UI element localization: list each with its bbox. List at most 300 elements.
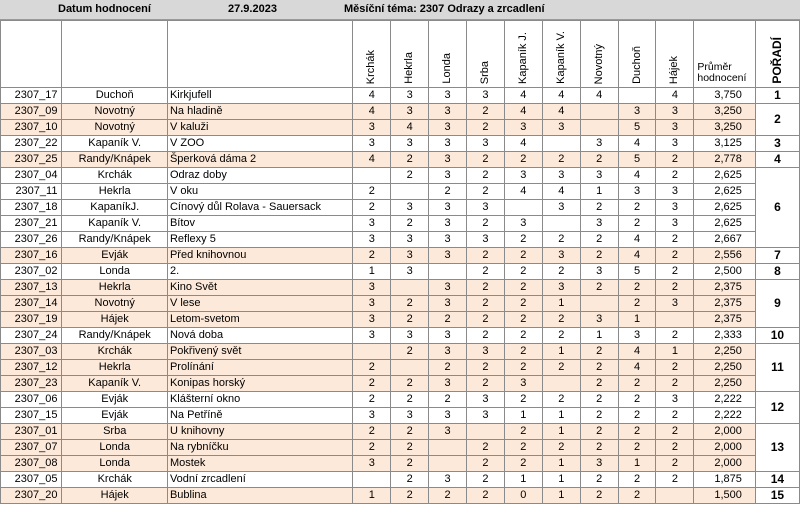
score-cell: 4 bbox=[353, 152, 391, 168]
photo-code: 2307_16 bbox=[1, 248, 62, 264]
photo-title: V oku bbox=[167, 184, 352, 200]
photo-title: Nová doba bbox=[167, 328, 352, 344]
score-cell: 2 bbox=[353, 392, 391, 408]
score-cell: 1 bbox=[542, 408, 580, 424]
table-row bbox=[1, 136, 800, 152]
score-cell: 1 bbox=[542, 456, 580, 472]
score-cell: 2 bbox=[618, 488, 656, 504]
score-cell: 3 bbox=[580, 456, 618, 472]
score-cell: 2 bbox=[353, 360, 391, 376]
score-cell: 2 bbox=[618, 376, 656, 392]
score-cell: 2 bbox=[580, 200, 618, 216]
score-cell: 2 bbox=[656, 360, 694, 376]
score-cell: 2 bbox=[467, 456, 505, 472]
table-row bbox=[1, 104, 800, 120]
photo-code: 2307_22 bbox=[1, 136, 62, 152]
score-cell: 3 bbox=[429, 104, 467, 120]
judge-header: Krchák bbox=[353, 21, 391, 88]
score-cell bbox=[542, 216, 580, 232]
photo-title: Kino Svět bbox=[167, 280, 352, 296]
score-cell: 3 bbox=[429, 200, 467, 216]
score-cell: 2 bbox=[504, 328, 542, 344]
score-cell: 2 bbox=[391, 216, 429, 232]
score-cell: 4 bbox=[504, 184, 542, 200]
score-cell: 2 bbox=[353, 184, 391, 200]
score-cell bbox=[353, 168, 391, 184]
score-cell: 3 bbox=[429, 120, 467, 136]
score-cell: 4 bbox=[504, 136, 542, 152]
score-cell: 3 bbox=[391, 104, 429, 120]
score-cell: 1 bbox=[542, 344, 580, 360]
sheet-title-bar bbox=[0, 0, 800, 20]
author-name: Londa bbox=[62, 440, 168, 456]
score-cell bbox=[391, 184, 429, 200]
photo-code: 2307_19 bbox=[1, 312, 62, 328]
header-code-cell bbox=[1, 21, 62, 88]
table-row bbox=[1, 280, 800, 296]
score-cell: 2 bbox=[580, 232, 618, 248]
photo-code: 2307_23 bbox=[1, 376, 62, 392]
score-cell: 2 bbox=[504, 424, 542, 440]
score-cell bbox=[542, 136, 580, 152]
score-cell: 3 bbox=[656, 120, 694, 136]
score-cell: 2 bbox=[391, 472, 429, 488]
score-cell: 4 bbox=[353, 88, 391, 104]
score-cell: 1 bbox=[542, 424, 580, 440]
score-cell: 2 bbox=[542, 328, 580, 344]
photo-title: Vodní zrcadlení bbox=[167, 472, 352, 488]
score-cell bbox=[429, 456, 467, 472]
table-row bbox=[1, 312, 800, 328]
score-cell: 2 bbox=[353, 440, 391, 456]
score-cell: 2 bbox=[618, 200, 656, 216]
table-row bbox=[1, 360, 800, 376]
score-cell: 4 bbox=[542, 88, 580, 104]
table-row bbox=[1, 296, 800, 312]
score-cell: 2 bbox=[542, 312, 580, 328]
author-name: Hekrla bbox=[62, 280, 168, 296]
photo-title: V ZOO bbox=[167, 136, 352, 152]
score-cell: 3 bbox=[542, 200, 580, 216]
author-name: Londa bbox=[62, 456, 168, 472]
score-cell: 2 bbox=[542, 264, 580, 280]
score-cell: 3 bbox=[542, 280, 580, 296]
score-cell: 3 bbox=[429, 136, 467, 152]
score-cell: 4 bbox=[542, 184, 580, 200]
score-cell: 3 bbox=[580, 216, 618, 232]
score-cell: 2 bbox=[656, 440, 694, 456]
photo-code: 2307_03 bbox=[1, 344, 62, 360]
score-cell: 3 bbox=[504, 168, 542, 184]
author-name: Randy/Knápek bbox=[62, 232, 168, 248]
score-cell: 3 bbox=[656, 136, 694, 152]
score-cell: 5 bbox=[618, 264, 656, 280]
score-cell: 3 bbox=[467, 88, 505, 104]
photo-code: 2307_04 bbox=[1, 168, 62, 184]
score-cell: 4 bbox=[353, 104, 391, 120]
author-name: Kapaník V. bbox=[62, 376, 168, 392]
rank-cell: 4 bbox=[755, 152, 799, 168]
score-cell: 1 bbox=[353, 264, 391, 280]
score-cell: 3 bbox=[542, 120, 580, 136]
score-cell: 2 bbox=[618, 424, 656, 440]
score-cell: 2 bbox=[504, 456, 542, 472]
score-cell: 4 bbox=[542, 104, 580, 120]
score-cell: 5 bbox=[618, 152, 656, 168]
photo-title: U knihovny bbox=[167, 424, 352, 440]
score-cell: 1 bbox=[504, 472, 542, 488]
photo-code: 2307_20 bbox=[1, 488, 62, 504]
photo-code: 2307_09 bbox=[1, 104, 62, 120]
average-score: 2,556 bbox=[694, 248, 755, 264]
judge-header: Kapaník J. bbox=[504, 21, 542, 88]
table-row bbox=[1, 88, 800, 104]
score-cell: 2 bbox=[467, 296, 505, 312]
score-cell: 4 bbox=[618, 360, 656, 376]
score-cell: 2 bbox=[504, 392, 542, 408]
score-cell: 2 bbox=[504, 152, 542, 168]
score-cell: 3 bbox=[429, 296, 467, 312]
average-score: 2,500 bbox=[694, 264, 755, 280]
score-cell: 3 bbox=[391, 248, 429, 264]
score-cell: 2 bbox=[391, 296, 429, 312]
table-row bbox=[1, 376, 800, 392]
score-cell bbox=[467, 424, 505, 440]
score-cell: 0 bbox=[504, 488, 542, 504]
score-cell: 2 bbox=[467, 472, 505, 488]
score-cell: 2 bbox=[429, 360, 467, 376]
author-name: Krchák bbox=[62, 168, 168, 184]
rank-cell: 15 bbox=[755, 488, 799, 504]
photo-code: 2307_17 bbox=[1, 88, 62, 104]
score-cell: 3 bbox=[429, 424, 467, 440]
score-cell: 2 bbox=[580, 248, 618, 264]
author-name: Londa bbox=[62, 264, 168, 280]
average-score: 3,250 bbox=[694, 104, 755, 120]
score-cell: 2 bbox=[656, 280, 694, 296]
average-score: 2,625 bbox=[694, 168, 755, 184]
score-cell: 2 bbox=[656, 376, 694, 392]
score-cell: 2 bbox=[580, 360, 618, 376]
average-score: 3,750 bbox=[694, 88, 755, 104]
score-cell: 2 bbox=[618, 296, 656, 312]
score-cell: 2 bbox=[656, 264, 694, 280]
date-label: Datum hodnocení bbox=[58, 3, 151, 15]
score-cell: 4 bbox=[618, 232, 656, 248]
judge-header: Duchoň bbox=[618, 21, 656, 88]
score-cell: 3 bbox=[391, 200, 429, 216]
score-cell: 2 bbox=[580, 472, 618, 488]
photo-title: Konipas horský bbox=[167, 376, 352, 392]
photo-code: 2307_08 bbox=[1, 456, 62, 472]
score-cell: 2 bbox=[391, 344, 429, 360]
score-cell: 2 bbox=[542, 360, 580, 376]
score-cell: 3 bbox=[429, 408, 467, 424]
score-cell: 2 bbox=[429, 488, 467, 504]
photo-title: Letom-svetom bbox=[167, 312, 352, 328]
score-cell bbox=[580, 104, 618, 120]
score-cell: 2 bbox=[391, 168, 429, 184]
score-cell: 2 bbox=[504, 312, 542, 328]
score-cell: 1 bbox=[504, 408, 542, 424]
score-cell: 3 bbox=[353, 328, 391, 344]
rank-cell: 9 bbox=[755, 280, 799, 328]
score-cell: 3 bbox=[542, 248, 580, 264]
photo-code: 2307_11 bbox=[1, 184, 62, 200]
author-name: Duchoň bbox=[62, 88, 168, 104]
score-cell bbox=[353, 472, 391, 488]
score-cell: 2 bbox=[467, 264, 505, 280]
score-cell: 2 bbox=[429, 312, 467, 328]
rank-cell: 14 bbox=[755, 472, 799, 488]
score-cell: 3 bbox=[580, 136, 618, 152]
score-cell bbox=[504, 200, 542, 216]
score-cell: 3 bbox=[429, 216, 467, 232]
score-cell bbox=[391, 360, 429, 376]
photo-title: 2. bbox=[167, 264, 352, 280]
score-cell: 3 bbox=[656, 392, 694, 408]
score-cell bbox=[429, 264, 467, 280]
rank-cell: 7 bbox=[755, 248, 799, 264]
table-row bbox=[1, 328, 800, 344]
average-score: 2,375 bbox=[694, 312, 755, 328]
score-cell: 2 bbox=[467, 248, 505, 264]
score-cell: 2 bbox=[580, 408, 618, 424]
score-cell: 2 bbox=[467, 312, 505, 328]
photo-code: 2307_06 bbox=[1, 392, 62, 408]
score-cell: 2 bbox=[580, 392, 618, 408]
score-cell: 1 bbox=[580, 328, 618, 344]
author-name: Srba bbox=[62, 424, 168, 440]
photo-code: 2307_25 bbox=[1, 152, 62, 168]
score-cell: 2 bbox=[542, 440, 580, 456]
photo-code: 2307_02 bbox=[1, 264, 62, 280]
score-cell bbox=[429, 440, 467, 456]
score-cell: 4 bbox=[580, 88, 618, 104]
score-cell: 3 bbox=[391, 328, 429, 344]
photo-title: Před knihovnou bbox=[167, 248, 352, 264]
score-cell: 2 bbox=[618, 408, 656, 424]
score-cell bbox=[656, 312, 694, 328]
score-cell: 2 bbox=[656, 232, 694, 248]
photo-code: 2307_10 bbox=[1, 120, 62, 136]
rank-cell: 8 bbox=[755, 264, 799, 280]
evaluation-table bbox=[0, 20, 800, 504]
photo-title: Šperková dáma 2 bbox=[167, 152, 352, 168]
score-cell: 3 bbox=[429, 472, 467, 488]
score-cell: 3 bbox=[656, 184, 694, 200]
judge-header: Hájek bbox=[656, 21, 694, 88]
table-row bbox=[1, 264, 800, 280]
score-cell: 3 bbox=[353, 408, 391, 424]
score-cell: 2 bbox=[504, 440, 542, 456]
score-cell: 3 bbox=[353, 280, 391, 296]
judge-header: Srba bbox=[467, 21, 505, 88]
score-cell: 3 bbox=[618, 184, 656, 200]
score-cell: 2 bbox=[353, 248, 391, 264]
photo-title: Prolínání bbox=[167, 360, 352, 376]
score-cell: 2 bbox=[467, 280, 505, 296]
author-name: Novotný bbox=[62, 296, 168, 312]
score-cell: 2 bbox=[656, 152, 694, 168]
score-cell: 2 bbox=[504, 296, 542, 312]
rank-cell: 10 bbox=[755, 328, 799, 344]
score-cell: 3 bbox=[429, 88, 467, 104]
table-row bbox=[1, 248, 800, 264]
score-cell: 1 bbox=[618, 456, 656, 472]
score-cell: 4 bbox=[618, 248, 656, 264]
score-cell: 2 bbox=[542, 152, 580, 168]
photo-code: 2307_12 bbox=[1, 360, 62, 376]
score-cell: 3 bbox=[429, 232, 467, 248]
average-score: 2,250 bbox=[694, 360, 755, 376]
average-score: 2,667 bbox=[694, 232, 755, 248]
score-cell bbox=[542, 376, 580, 392]
score-cell: 3 bbox=[467, 344, 505, 360]
average-score: 3,125 bbox=[694, 136, 755, 152]
score-cell: 4 bbox=[618, 136, 656, 152]
photo-code: 2307_07 bbox=[1, 440, 62, 456]
score-cell: 2 bbox=[580, 152, 618, 168]
photo-title: Reflexy 5 bbox=[167, 232, 352, 248]
score-cell: 3 bbox=[353, 232, 391, 248]
photo-code: 2307_05 bbox=[1, 472, 62, 488]
average-score: 2,000 bbox=[694, 424, 755, 440]
score-cell: 2 bbox=[391, 488, 429, 504]
photo-code: 2307_14 bbox=[1, 296, 62, 312]
author-name: Randy/Knápek bbox=[62, 328, 168, 344]
score-cell: 1 bbox=[618, 312, 656, 328]
table-row bbox=[1, 392, 800, 408]
score-cell: 3 bbox=[580, 312, 618, 328]
photo-title: V lese bbox=[167, 296, 352, 312]
score-cell: 2 bbox=[504, 248, 542, 264]
judge-header: Hekrla bbox=[391, 21, 429, 88]
score-cell: 1 bbox=[542, 472, 580, 488]
score-cell: 2 bbox=[504, 280, 542, 296]
score-cell: 2 bbox=[467, 488, 505, 504]
table-row bbox=[1, 488, 800, 504]
score-cell: 2 bbox=[504, 360, 542, 376]
score-cell: 2 bbox=[618, 440, 656, 456]
average-score: 2,778 bbox=[694, 152, 755, 168]
score-cell: 3 bbox=[429, 376, 467, 392]
score-cell: 3 bbox=[353, 456, 391, 472]
photo-title: V kaluži bbox=[167, 120, 352, 136]
author-name: Hájek bbox=[62, 312, 168, 328]
score-cell: 3 bbox=[429, 248, 467, 264]
rank-cell: 11 bbox=[755, 344, 799, 392]
score-cell: 2 bbox=[429, 392, 467, 408]
score-cell: 2 bbox=[504, 232, 542, 248]
score-cell: 3 bbox=[580, 264, 618, 280]
average-score: 2,222 bbox=[694, 408, 755, 424]
photo-title: Klášterní okno bbox=[167, 392, 352, 408]
score-cell: 2 bbox=[656, 248, 694, 264]
score-cell: 4 bbox=[391, 120, 429, 136]
photo-code: 2307_24 bbox=[1, 328, 62, 344]
score-cell: 3 bbox=[353, 312, 391, 328]
score-cell bbox=[391, 280, 429, 296]
author-name: Kapaník V. bbox=[62, 136, 168, 152]
table-row bbox=[1, 216, 800, 232]
score-cell: 2 bbox=[656, 328, 694, 344]
score-cell: 2 bbox=[656, 424, 694, 440]
author-name: Krchák bbox=[62, 472, 168, 488]
score-cell: 3 bbox=[353, 136, 391, 152]
score-cell: 2 bbox=[580, 488, 618, 504]
table-row bbox=[1, 152, 800, 168]
average-score: 2,000 bbox=[694, 440, 755, 456]
score-cell: 2 bbox=[391, 312, 429, 328]
score-cell: 2 bbox=[467, 360, 505, 376]
photo-title: Pokřivený svět bbox=[167, 344, 352, 360]
score-cell: 1 bbox=[542, 296, 580, 312]
rank-cell: 1 bbox=[755, 88, 799, 104]
table-row bbox=[1, 232, 800, 248]
rank-cell: 2 bbox=[755, 104, 799, 136]
average-score: 2,250 bbox=[694, 344, 755, 360]
score-cell: 3 bbox=[391, 408, 429, 424]
rank-cell: 3 bbox=[755, 136, 799, 152]
table-row bbox=[1, 472, 800, 488]
score-cell: 2 bbox=[618, 280, 656, 296]
score-cell: 3 bbox=[429, 152, 467, 168]
photo-title: Kirkjufell bbox=[167, 88, 352, 104]
score-cell: 2 bbox=[391, 376, 429, 392]
average-score: 3,250 bbox=[694, 120, 755, 136]
score-cell: 3 bbox=[429, 328, 467, 344]
score-cell: 2 bbox=[391, 152, 429, 168]
average-score: 1,500 bbox=[694, 488, 755, 504]
score-cell: 3 bbox=[467, 200, 505, 216]
score-cell: 3 bbox=[656, 296, 694, 312]
score-cell: 2 bbox=[353, 424, 391, 440]
score-cell: 2 bbox=[467, 168, 505, 184]
score-cell: 5 bbox=[618, 120, 656, 136]
average-score: 2,000 bbox=[694, 456, 755, 472]
score-cell: 3 bbox=[504, 216, 542, 232]
score-cell: 4 bbox=[618, 168, 656, 184]
judge-header: Londa bbox=[429, 21, 467, 88]
score-cell: 2 bbox=[391, 392, 429, 408]
average-score: 2,333 bbox=[694, 328, 755, 344]
photo-title: Mostek bbox=[167, 456, 352, 472]
rank-cell: 12 bbox=[755, 392, 799, 424]
score-cell: 2 bbox=[656, 408, 694, 424]
score-cell: 2 bbox=[467, 440, 505, 456]
monthly-theme: Měsíční téma: 2307 Odrazy a zrcadlení bbox=[344, 3, 545, 15]
score-cell: 1 bbox=[542, 488, 580, 504]
header-title-cell bbox=[167, 21, 352, 88]
score-cell: 3 bbox=[504, 376, 542, 392]
score-cell: 3 bbox=[580, 168, 618, 184]
score-cell: 2 bbox=[467, 104, 505, 120]
rank-cell: 13 bbox=[755, 424, 799, 472]
photo-code: 2307_26 bbox=[1, 232, 62, 248]
score-cell: 2 bbox=[429, 184, 467, 200]
photo-title: Cínový důl Rolava - Sauersack bbox=[167, 200, 352, 216]
score-cell: 2 bbox=[353, 200, 391, 216]
score-cell: 2 bbox=[580, 280, 618, 296]
score-cell: 3 bbox=[353, 216, 391, 232]
table-row bbox=[1, 200, 800, 216]
photo-title: Na hladině bbox=[167, 104, 352, 120]
author-name: Novotný bbox=[62, 104, 168, 120]
score-cell: 1 bbox=[656, 344, 694, 360]
score-cell: 2 bbox=[467, 184, 505, 200]
score-cell bbox=[580, 296, 618, 312]
